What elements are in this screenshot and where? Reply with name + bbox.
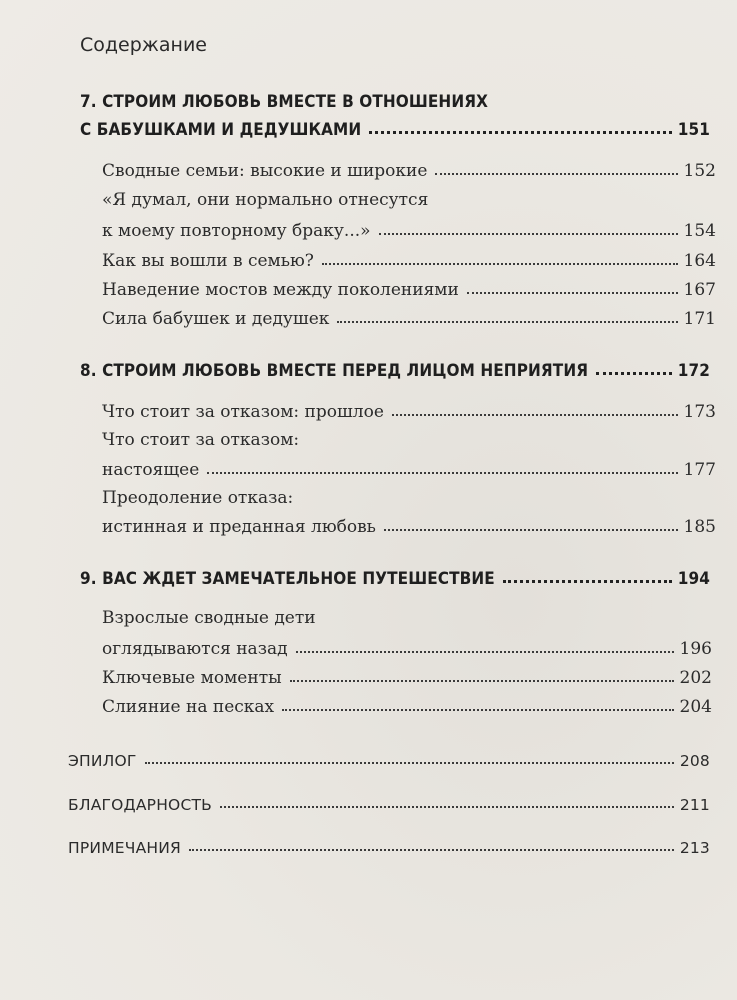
dot-leader [220, 805, 674, 808]
entry-title-line2: оглядываются назад [102, 639, 288, 659]
chapter-7-entry[interactable] [80, 120, 710, 140]
toc-entry[interactable] [102, 460, 716, 480]
dot-leader [296, 650, 674, 653]
entry-title: Что стоит за отказом: прошлое [102, 402, 384, 422]
dot-leader [596, 371, 672, 375]
dot-leader [435, 172, 677, 175]
dot-leader [392, 413, 678, 416]
entry-page: 167 [683, 280, 716, 300]
entry-title: Как вы вошли в семью? [102, 251, 314, 271]
page-header: Содержание [80, 34, 207, 56]
entry-page: 202 [679, 668, 712, 688]
dot-leader [503, 579, 672, 583]
dot-leader [322, 262, 678, 265]
dot-leader [369, 130, 672, 134]
entry-title: Слияние на песках [102, 697, 275, 717]
chapter-8-page: 172 [677, 361, 710, 381]
entry-page: 204 [679, 697, 712, 717]
chapter-9-page: 194 [677, 569, 710, 589]
toc-entry[interactable] [102, 280, 716, 300]
entry-title-line1: Взрослые сводные дети [102, 608, 316, 628]
entry-page: 177 [683, 460, 716, 480]
toc-entry[interactable] [102, 161, 716, 181]
toc-entry-epilogue[interactable] [68, 752, 710, 770]
toc-entry[interactable] [102, 639, 712, 659]
dot-leader [467, 291, 678, 294]
chapter-7-title-line1: 7. СТРОИМ ЛЮБОВЬ ВМЕСТЕ В ОТНОШЕНИЯХ [80, 92, 489, 112]
dot-leader [145, 761, 674, 764]
toc-entry[interactable] [102, 402, 716, 422]
chapter-9-title: 9. ВАС ЖДЕТ ЗАМЕЧАТЕЛЬНОЕ ПУТЕШЕСТВИЕ [80, 569, 495, 589]
entry-title-line1: «Я думал, они нормально отнесутся [102, 190, 429, 210]
entry-page: 154 [683, 221, 716, 241]
dot-leader [379, 232, 678, 235]
entry-page: 211 [679, 796, 710, 814]
entry-title: Сводные семьи: высокие и широкие [102, 161, 428, 181]
toc-entry-notes[interactable] [68, 839, 710, 857]
entry-title: Сила бабушек и дедушек [102, 309, 330, 329]
dot-leader [189, 848, 674, 851]
toc-entry[interactable] [102, 251, 716, 271]
entry-title: Наведение мостов между поколениями [102, 280, 459, 300]
dot-leader [207, 471, 677, 474]
toc-entry[interactable] [102, 517, 716, 537]
entry-title-line2: истинная и преданная любовь [102, 517, 376, 537]
dot-leader [290, 679, 674, 682]
entry-page: 196 [679, 639, 712, 659]
entry-page: 152 [683, 161, 716, 181]
chapter-9-entry[interactable] [80, 569, 710, 589]
entry-page: 208 [679, 752, 710, 770]
entry-page: 171 [683, 309, 716, 329]
toc-entry[interactable] [102, 668, 712, 688]
toc-entry[interactable] [102, 697, 712, 717]
dot-leader [337, 320, 677, 323]
entry-title: БЛАГОДАРНОСТЬ [68, 796, 212, 814]
entry-title: ПРИМЕЧАНИЯ [68, 839, 182, 857]
toc-entry[interactable] [102, 309, 716, 329]
entry-title-line1: Что стоит за отказом: [102, 430, 300, 450]
entry-page: 164 [683, 251, 716, 271]
entry-page: 185 [683, 517, 716, 537]
entry-title: Ключевые моменты [102, 668, 282, 688]
chapter-7-title-line2: С БАБУШКАМИ И ДЕДУШКАМИ [80, 120, 362, 140]
toc-entry-acknowledgements[interactable] [68, 796, 710, 814]
entry-title: ЭПИЛОГ [68, 752, 137, 770]
chapter-8-title: 8. СТРОИМ ЛЮБОВЬ ВМЕСТЕ ПЕРЕД ЛИЦОМ НЕПРИЯТИЯ [80, 361, 589, 381]
entry-title-line2: настоящее [102, 460, 200, 480]
dot-leader [282, 708, 673, 711]
dot-leader [384, 528, 678, 531]
chapter-7-page: 151 [677, 120, 710, 140]
entry-page: 173 [683, 402, 716, 422]
entry-title-line1: Преодоление отказа: [102, 488, 294, 508]
chapter-8-entry[interactable] [80, 361, 710, 381]
entry-title-line2: к моему повторному браку...» [102, 221, 371, 241]
entry-page: 213 [679, 839, 710, 857]
toc-entry[interactable] [102, 221, 716, 241]
